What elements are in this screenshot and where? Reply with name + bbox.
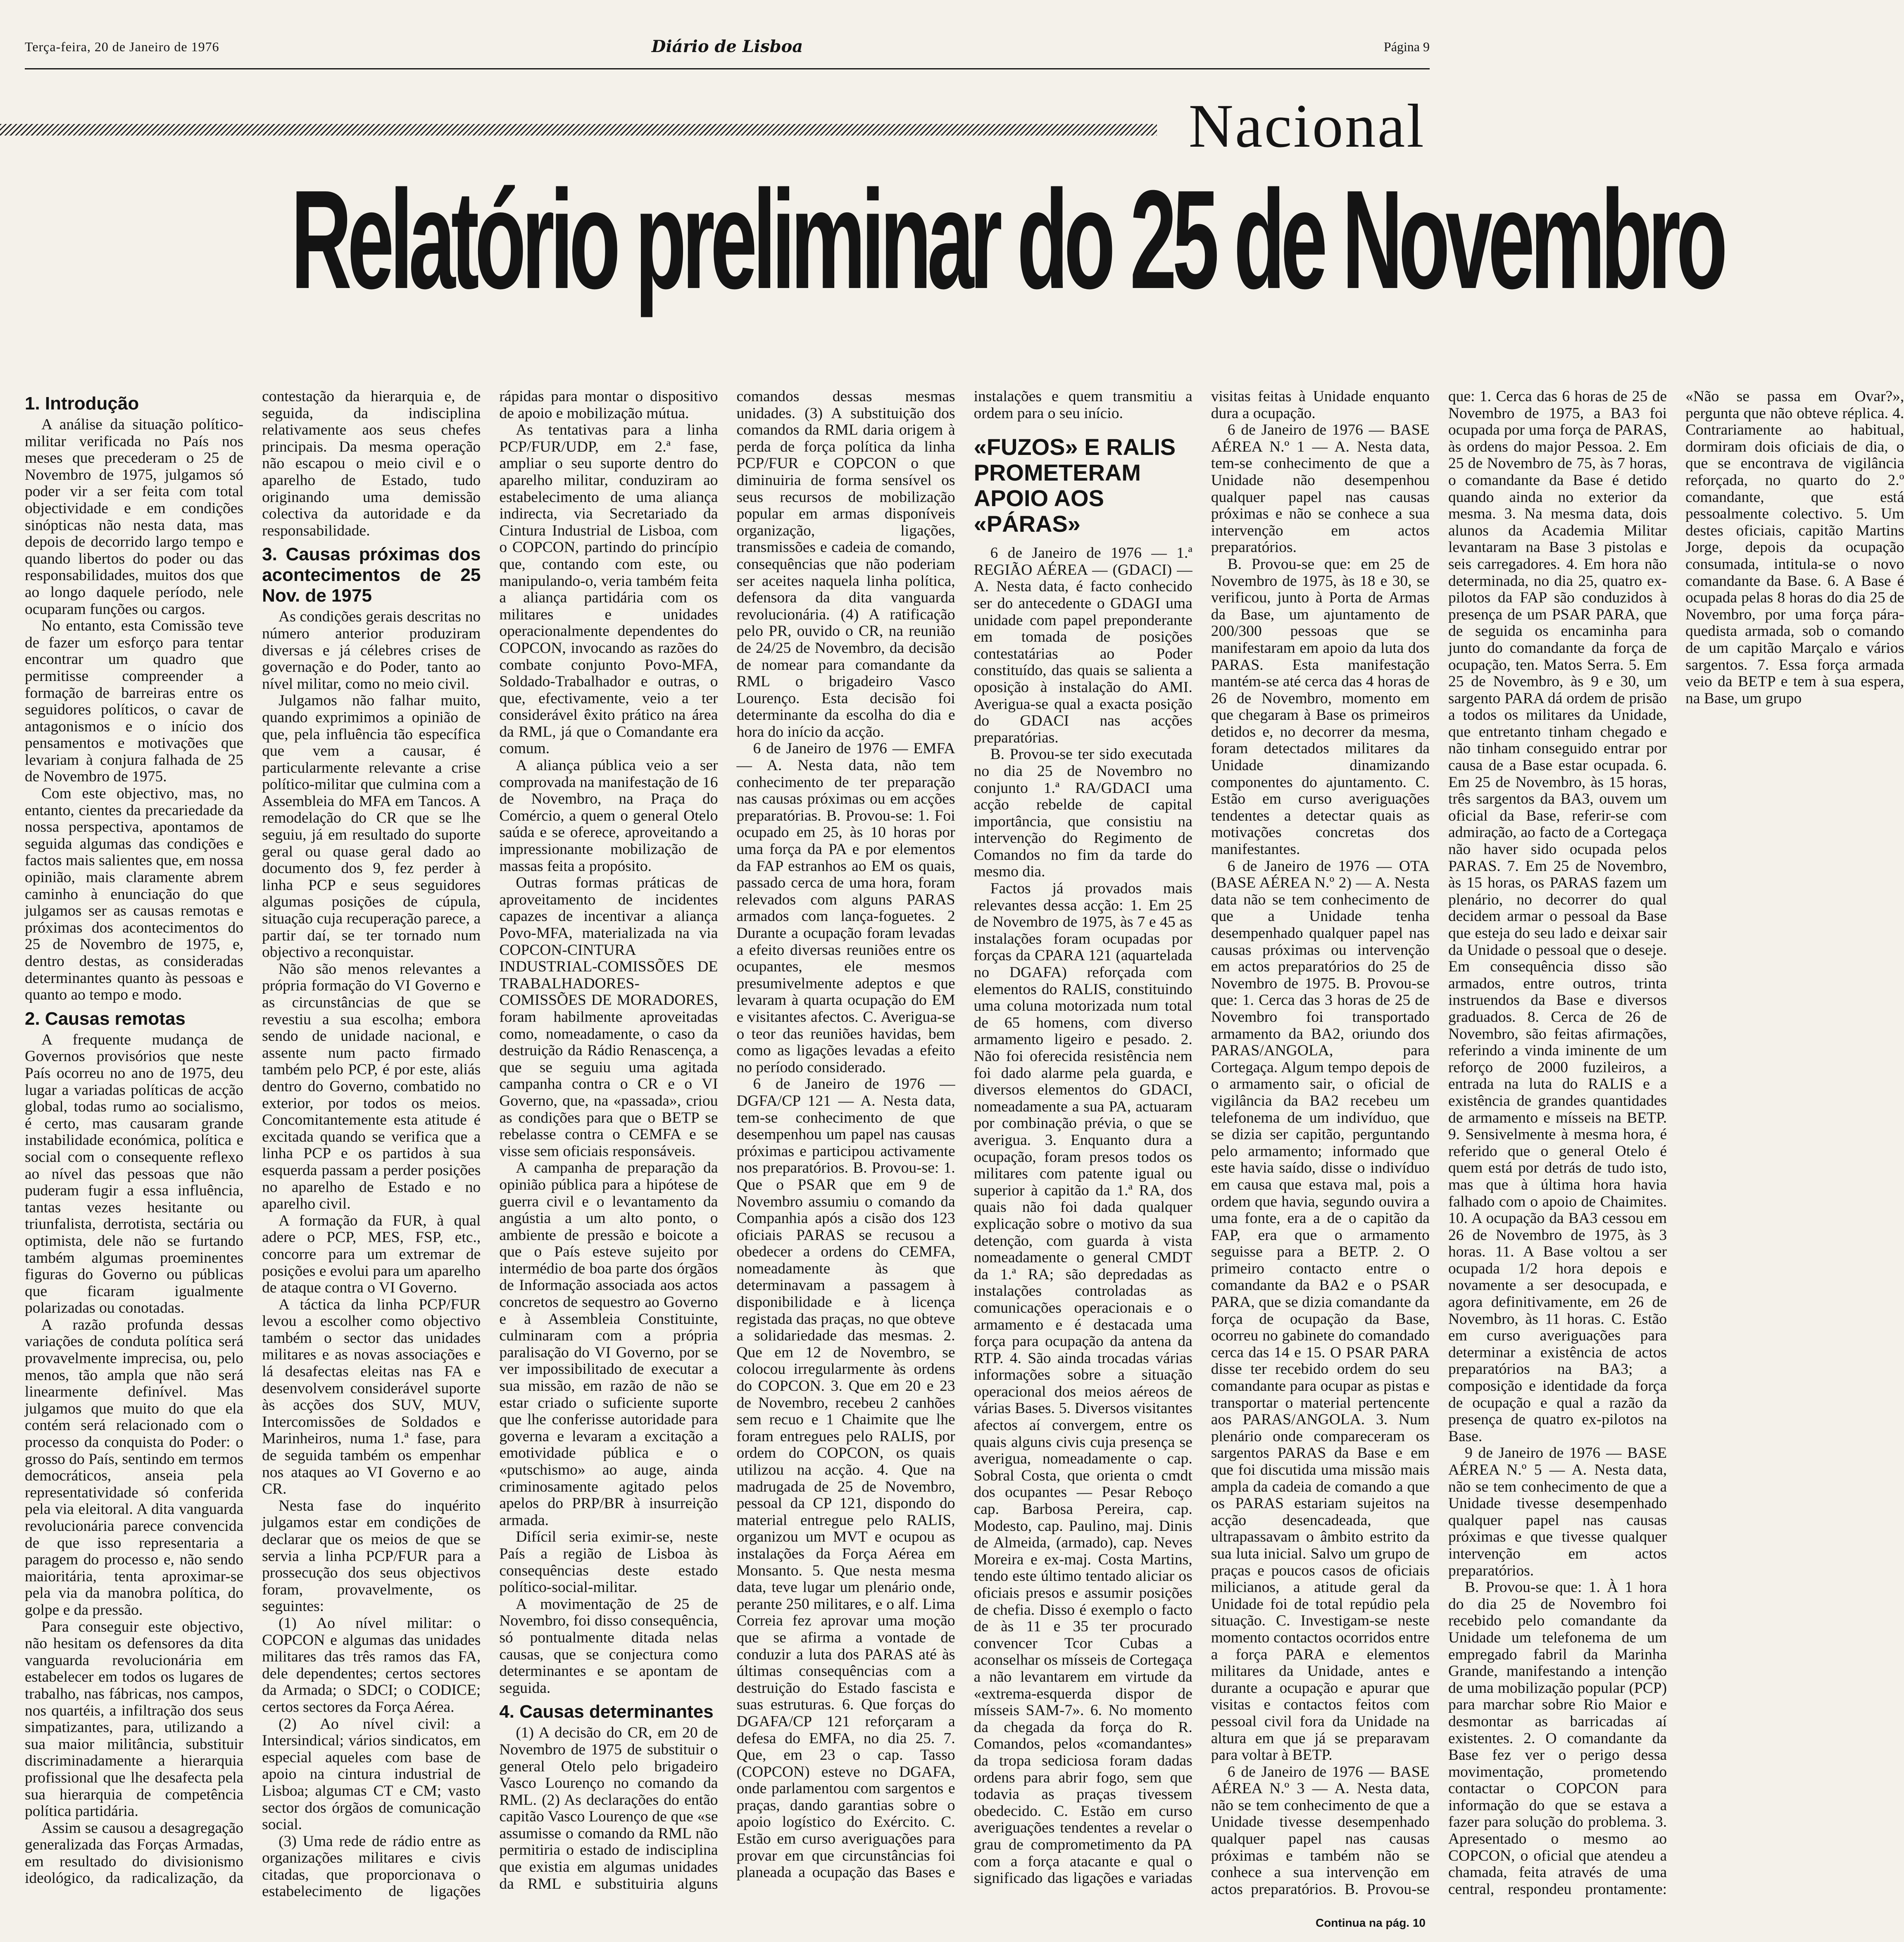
section-title: Nacional <box>1188 92 1426 160</box>
paragraph: A campanha de preparação da opinião pública para a hipótese de guerra civil e o levantamento da angústia a um alto ponto, o ambiente de pressão e boicote a que o País esteve sujeito por intermédio de boa parte dos órgãos de Informação associada aos actos concretos de sequestro ao Governo e à Assembleia Constituinte, culminaram com a própria paralisação do VI Governo, por se ver impossibilitado de executar a sua missão, em razão de não se estar criado o suficiente suporte que lhe conferisse autoridade para governa e levaram a excitação a emotividade pública e o «putschismo» ao auge, ainda criminosamente agitado pelos apelos do PRP/BR à insurreição armada. <box>499 1159 718 1529</box>
paragraph: A razão profunda dessas variações de conduta política será provavelmente imprecisa, ou, pelo menos, tão ampla que não será linearmente definível. Mas julgamos que muito do que ela contém será relacionado com o processo da conquista do Poder: o grosso do País, sentindo em termos democráticos, anseia pela representatividade só conferida pela via eleitoral. A dita vanguarda revolucionária parece convencida de que isso representaria a paragem do processo e, não sendo maioritária, tenta aproximar-se pela via da manobra política, do golpe e da pressão. <box>25 1316 244 1618</box>
paragraph: 6 de Janeiro de 1976 — BASE AÉREA N.º 1 — A. Nesta data, tem-se conhecimento de que a Unidade não desempenhou qualquer papel nas causas próximas e não se conhece a sua intervenção em actos preparatórios. <box>1211 421 1430 556</box>
paragraph: Factos já provados mais relevantes dessa acção: 1. Em 25 de Novembro de 1975, às 7 e 45 as instalações foram ocupadas por forças da CPARA 121 (aquartelada no DGAFA) reforçada com elementos do RALIS, constituindo uma coluna motorizada num total de 65 homens, com diverso armamento ligeiro e pesado. 2. Não foi oferecida resistência nem foi dado alarme pela guarda, e diversos elementos do GDACI, nomeadamente a sua PA, actuaram por combinação prévia, o que se averigua. 3. Enquanto dura a ocupação, foram presos todos os militares com patente igual ou superior à capitão da 1.ª RA, dos quais não foi dada qualquer explicação sobre o motivo da sua detenção, com guarda à vista nomeadamente o general CMDT da 1.ª RA; são depredadas as instalações controladas as comunicações operacionais e o armamento e é destacada uma força para ocupação da antena da RTP. 4. São ainda trocadas várias informações sobre a situação operacional dos meios aéreos de várias Bases. 5. Diversos visitantes afectos aí convergem, entre os quais alguns civis cuja presença se averigua, nomeadamente o cap. Sobral Costa, que orienta o cmdt dos ocupantes — Pesar Reboço cap. Barbosa Pereira, cap. Modesto, cap. Paulino, maj. Dinis de Almeida, (armado), cap. Neves Moreira e ex-maj. Costa Martins, tendo este último tentado aliciar os oficiais presos e assumir posições de chefia. Disso é exemplo o facto de às 11 e 35 ter procurado convencer Tcor Cubas a aconselhar os mísseis de Cortegaça a não levantarem em virtude da «extrema-esquerda dispor de mísseis SAM-7». 6. No momento da chegada da força do R. Comandos, pelos «comandantes» da tropa sediciosa foram dadas ordens para abrir fogo, sem que todavia as praças tivessem obedecido. C. Estão em curso averiguações tendentes a revelar o grau de comprometimento da PA com a força atacante e qual o significado das ligações e variadas visitas feitas à Unidade enquanto dura a ocupação. <box>973 388 1430 1887</box>
paragraph: As condições gerais descritas no número anterior produziram diversas e já célebres crises de governação e do Poder, tanto ao nível militar, como no meio civil. <box>262 608 481 693</box>
paragraph: Outras formas práticas de aproveitamento de incidentes capazes de incentivar a aliança Povo-MFA, materializada na via COPCON-CINTURA INDUSTRIAL-COMISSÕES DE TRABALHADORES-COMISSÕES DE MORADORES, foram habilmente aproveitadas como, nomeadamente, o caso da destruição da Rádio Renascença, a que se seguiu uma agitada campanha contra o CR e o VI Governo, que, na «passada», criou as condições para que o BETP se rebelasse contra o CEMFA e se visse sem oficiais responsáveis. <box>499 874 718 1160</box>
paragraph: Com este objectivo, mas, no entanto, cientes da precariedade da nossa perspectiva, apontamos de seguida algumas das condições e factos mais salientes que, em nossa opinião, mais claramente abrem caminho à enunciação do que julgamos ser as causas remotas e próximas dos acontecimentos do 25 de Novembro de 1975, e, dentro destas, as consideradas determinantes quanto às pessoas e quanto ao tempo e modo. <box>25 785 244 1004</box>
paragraph: 6 de Janeiro de 1976 — 1.ª REGIÃO AÉREA — (GDACI) — A. Nesta data, é facto conhecido ser do antecedente o GDAGI uma unidade com papel preponderante em tomada de posições contestatárias ao Poder constituído, das quais se salienta a oposição à instalação do AMI. Averigua-se qual a exacta posição do GDACI nas acções preparatórias. <box>973 545 1192 746</box>
continuation-note: Continua na pág. 10 <box>1315 1916 1426 1929</box>
paragraph: (1) Ao nível militar: o COPCON e algumas das unidades militares das três ramos das FA, dele dependentes; certos sectores da Armada; o SDCI; o CODICE; certos sectores da Força Aérea. <box>262 1614 481 1716</box>
masthead <box>25 39 1430 64</box>
paragraph: (1) A decisão do CR, em 20 de Novembro de 1975 de substituir o general Otelo pelo brigadeiro Vasco Lourenço no comando da RML. (2) As declarações do então capitão Vasco Lourenço de que «se assumisse o comando da RML não permitiria o estado de indisciplina que existia em algumas unidades da RML e substituiria alguns comandos dessas mesmas unidades. (3) A substituição dos comandos da RML daria origem à perda de força política da linha PCP/FUR e COPCON o que diminuiria de forma sensível os seus recursos de mobilização popular em armas disponíveis organização, ligações, transmissões e cadeia de comando, consequências que não poderiam ser aceites naquela linha política, defensora da dita vanguarda revolucionária. (4) A ratificação pelo PR, ouvido o CR, na reunião de 24/25 de Novembro, da decisão de nomear para comandante da RML o brigadeiro Vasco Lourenço. Esta decisão foi determinante da escolha do dia e hora do início da acção. <box>499 388 955 1892</box>
paragraph: A táctica da linha PCP/FUR levou a escolher como objectivo também o sector das unidades militares e as novas associações e lá desafectas eleitas nas FA e desenvolvem considerável suporte às acções dos SUV, MUV, Intercomissões de Soldados e Marinheiros, numa 1.ª fase, para de seguida também os empenhar nos ataques ao VI Governo e ao CR. <box>262 1296 481 1498</box>
paragraph: 9 de Janeiro de 1976 — BASE AÉREA N.º 5 — A. Nesta data, não se tem conhecimento de que a Unidade tivesse desempenhado qualquer papel nas causas próximas e que tivesse qualquer intervenção em actos preparatórios. <box>1448 1445 1667 1579</box>
paragraph: 6 de Janeiro de 1976 — OTA (BASE AÉREA N.º 2) — A. Nesta data não se tem conhecimento de que a Unidade tenha desempenhado qualquer papel nas causas próximas ou intervenção em actos preparatórios do 25 de Novembro de 1975. B. Provou-se que: 1. Cerca das 3 horas de 25 de Novembro foi transportado armamento da BA2, oriundo dos PARAS/ANGOLA, para Cortegaça. Algum tempo depois de o armamento sair, o oficial de vigilância da BA2 recebeu um telefonema de um indivíduo, que se dizia ser capitão, perguntando pelo armamento; informado que este havia saído, disse o indivíduo em causa que estava mal, pois a ordem que havia, segundo ouvira a uma fonte, era a de o capitão da FAP, era que o armamento seguisse para a BETP. 2. O primeiro contacto entre o comandante da BA2 e o PSAR PARA, que se dizia comandante da força de ocupação da Base, ocorreu no gabinete do comandado cerca das 14 e 15. O PSAR PARA disse ter recebido ordem do seu comandante para ocupar as pistas e transportar o material pertencente aos PARAS/ANGOLA. 3. Num plenário onde compareceram os sargentos PARAS da Base e em que foi discutida uma missão mais ampla da cadeia de comando a que os PARAS estariam sujeitos na acção desencadeada, que ultrapassavam o âmbito estrito da sua luta inicial. Salvo um grupo de praças e poucos casos de oficiais milicianos, a atitude geral da Unidade foi de total repúdio pela situação. C. Investigam-se neste momento contactos ocorridos entre a força PARA e elementos militares da Unidade, antes e durante a ocupação e apurar que visitas e contactos feitos com pessoal civil fora da Unidade na altura em que já se preparavam para voltar à BETP. <box>1211 857 1430 1764</box>
headline: Relatório preliminar do 25 de Novembro <box>291 161 1723 318</box>
section-hatch-bar <box>0 124 1157 136</box>
subheading: 3. Causas próximas dos acontecimentos de 25 Nov. de 1975 <box>262 544 481 606</box>
issue-date: Terça-feira, 20 de Janeiro de 1976 <box>25 39 219 54</box>
paragraph: No entanto, esta Comissão teve de fazer um esforço para tentar encontrar um quadro que permitisse compreender a formação de barreiras entre os seguidores políticos, o cavar de antagonismos e o início dos pensamentos e motivações que levariam à conjura falhada de 25 de Novembro de 1975. <box>25 617 244 785</box>
subheading: 1. Introdução <box>25 393 139 414</box>
paragraph: 6 de Janeiro de 1976 — EMFA — A. Nesta data, não tem conhecimento de ter preparação nas causas próximas ou em acções preparatórias. B. Provou-se: 1. Foi ocupado em 25, às 10 horas por uma força da PA e por elementos da FAP estranhos ao EM os quais, passado cerca de uma hora, foram relevados com alguns PARAS armados com lança-foguetes. 2 Durante a ocupação foram levadas a efeito diversas reuniões entre os ocupantes, ele mesmos presumivelmente adeptos e que levaram à quarta ocupação do EM e visitantes afectos. C. Averigua-se o teor das reuniões havidas, bem como as ligações levadas a efeito no período considerado. <box>736 740 955 1076</box>
paragraph: As tentativas para a linha PCP/FUR/UDP, em 2.ª fase, ampliar o seu suporte dentro do aparelho militar, conduziram ao estabelecimento de uma aliança indirecta, via Secretariado da Cintura Industrial de Lisboa, com o COPCON, partindo do princípio que, contando com este, ou manipulando-o, veria também feita a aliança partidária com os militares e unidades operacionalmente dependentes do COPCON, invocando as razões do combate conjunto Povo-MFA, Soldado-Trabalhador e outras, o que, efectivamente, veio a ter considerável êxito prático na área da RML, já que o Comandante era comum. <box>499 421 718 757</box>
paragraph: B. Provou-se ter sido executada no dia 25 de Novembro no conjunto 1.ª RA/GDACI uma acção rebelde de capital importância, que consistiu na intervenção do Regimento de Comandos no fim da tarde do mesmo dia. <box>973 746 1192 881</box>
subheading: 2. Causas remotas <box>25 1008 186 1029</box>
paragraph: A formação da FUR, à qual adere o PCP, MES, FSP, etc., concorre para um extremar de posições e evolui para um aparelho de ataque contra o VI Governo. <box>262 1212 481 1297</box>
paragraph: A análise da situação político-militar verificada no País nos meses que precederam o 25 de Novembro de 1975, julgamos só poder vir a ser feita com total objectividade e em condições sinópticas não nesta data, mas depois de decorrido largo tempo e quando libertos do poder ou das responsabilidades, muitos dos que ao longo daquele período, nele ocuparam funções ou cargos. <box>25 416 244 618</box>
page-number: Página 9 <box>1383 39 1430 54</box>
paragraph: B. Provou-se que: 1. À 1 hora do dia 25 de Novembro foi recebido pelo comandante da Unidade um telefonema de um empregado fabril da Marinha Grande, manifestando a intenção de uma mobilização popular (PCP) para marchar sobre Rio Maior e desmontar as barricadas aí existentes. 2. O comandante da Base fez ver o perigo dessa movimentação, prometendo contactar o COPCON para informação do que se estava a fazer para solução do problema. 3. Apresentado o mesmo ao COPCON, o oficial que atendeu a chamada, feita através de uma central, respondeu prontamente: «Não se passa em Ovar?», pergunta que não obteve réplica. 4. Contrariamente ao habitual, dormiram dois oficiais de dia, o que se encontrava de vigilância reforçada, no quarto do 2.º comandante, que está pessoalmente colectivo. 5. Um destes oficiais, capitão Martins Jorge, depois da ocupação consumada, intitula-se o novo comandante da Base. 6. A Base é ocupada pelas 8 horas do dia 25 de Novembro, por uma força pára-quedista armada, sob o comando de um capitão Marçalo e vários sargentos. 7. Essa força armada veio da BETP e tem à sua espera, na Base, um grupo <box>1448 388 1904 1898</box>
paragraph: Assim se causou a desagregação generalizada das Forças Armadas, em resultado do divisionismo ideológico, da radicalização, da contestação da hierarquia e, de seguida, da indisciplina relativamente aos seus chefes principais. Da mesma operação não escapou o meio civil e o aparelho de Estado, tudo originando uma demissão colectiva da autoridade e da responsabilidade. <box>25 388 481 1887</box>
paragraph: 6 de Janeiro de 1976 — DGFA/CP 121 — A. Nesta data, tem-se conhecimento de que desempenhou um papel nas causas próximas e participou activamente nos preparatórios. B. Provou-se: 1. Que o PSAR que em 9 de Novembro assumiu o comando da Companhia após a cisão dos 123 oficiais PARAS se recusou a obedecer a ordens do CEMFA, nomeadamente às que determinavam a passagem à disponibilidade e à licença registada das praças, no que obteve a solidariedade das mesmas. 2. Que em 12 de Novembro, se colocou irregularmente às ordens do COPCON. 3. Que em 20 e 23 de Novembro, recebeu 2 canhões sem recuo e 1 Chaimite que lhe foram entregues pelo RALIS, por ordem do COPCON, os quais utilizou na acção. 4. Que na madrugada de 25 de Novembro, pessoal da CP 121, dispondo do material entregue pelo RALIS, organizou um MVT e ocupou as instalações da Força Aérea em Monsanto. 5. Que nesta mesma data, teve lugar um plenário onde, perante 250 militares, e o alf. Lima Correia fez aprovar uma moção que se afirma a vontade de conduzir a luta dos PARAS até às últimas consequências com a destruição do Estado fascista e suas estruturas. 6. Que forças do DGAFA/CP 121 reforçaram a defesa do EMFA, no dia 25. 7. Que, em 23 o cap. Tasso (COPCON) esteve no DGAFA, onde parlamentou com sargentos e praças, dando garantias sobre o apoio logístico do Exército. C. Estão em curso averiguações para provar em que circunstâncias foi planeada a ocupação das Bases e instalações e quem transmitiu a ordem para o seu início. <box>736 388 1192 1881</box>
paragraph: B. Provou-se que: em 25 de Novembro de 1975, às 18 e 30, se verificou, junto à Porta de Armas da Base, um ajuntamento de 200/300 pessoas que se manifestaram em apoio da luta dos PARAS. Esta manifestação mantém-se até cerca das 4 horas de 26 de Novembro, momento em que chegaram à Base os primeiros detidos e, no decorrer da mesma, foram detectados militares da Unidade dinamizando componentes do ajuntamento. C. Estão em curso averiguações tendentes a detectar quais as motivações concretas dos manifestantes. <box>1211 555 1430 858</box>
article-body <box>25 388 1904 1901</box>
paragraph: A aliança pública veio a ser comprovada na manifestação de 16 de Novembro, na Praça do Comércio, a quem o general Otelo saúda e se oferece, aproveitando a impressionante mobilização de massas feita a propósito. <box>499 757 718 875</box>
paragraph: (3) Uma rede de rádio entre as organizações militares e civis citadas, que proporcionava o estabelecimento de ligações rápidas para montar o dispositivo de apoio e mobilização mútua. <box>262 388 718 1900</box>
paragraph: Para conseguir este objectivo, não hesitam os defensores da dita vanguarda revolucionária em estabelecer em todos os lugares de trabalho, nas fábricas, nos campos, nos quartéis, a infiltração dos seus simpatizantes, para, utilizando a sua maior militância, substituir discriminadamente a hierarquia profissional que lhe desafecta pela sua hierarquia de competência política partidária. <box>25 1618 244 1820</box>
inset-headline: «FUZOS» E RALIS PROMETERAM APOIO AOS «PÁRAS» <box>973 434 1176 537</box>
masthead-rule <box>25 68 1430 69</box>
paragraph: A frequente mudança de Governos provisórios que neste País ocorreu no ano de 1975, deu lugar a variadas políticas de acção global, todas rumo ao socialismo, é certo, mas causaram grande instabilidade económica, política e social com o consequente reflexo ao nível das pessoas que não puderam fugir a essa influência, tantas vezes hesitante ou triunfalista, derrotista, sectária ou optimista, dele não se furtando também algumas proeminentes figuras do Governo ou públicas que ficaram igualmente polarizadas ou conotadas. <box>25 1031 244 1317</box>
paragraph: A movimentação de 25 de Novembro, foi disso consequência, só pontualmente ditada nelas causas, que se conjectura como determinantes e se apontam de seguida. <box>499 1595 718 1697</box>
paragraph: 6 de Janeiro de 1976 — BASE AÉREA N.º 3 — A. Nesta data, não se tem conhecimento de que a Unidade tivesse desempenhado qualquer papel nas causas próximas e também não se conhece a sua intervenção em actos preparatórios. B. Provou-se que: 1. Cerca das 6 horas de 25 de Novembro de 1975, a BA3 foi ocupada por uma força de PARAS, às ordens do major Pessoa. 2. Em 25 de Novembro de 75, às 7 horas, o comandante da Base é detido quando ainda no exterior da mesma. 3. Na mesma data, dois alunos da Academia Militar levantaram na Base 3 pistolas e seis carregadores. 4. Em hora não determinada, no dia 25, quatro ex-pilotos da FAP são conduzidos à presença de um PSAR PARA, que de seguida os encaminha para junto do comandante da força de ocupação, ten. Matos Serra. 5. Em 25 de Novembro, às 9 e 30, um sargento PARA dá ordem de prisão a todos os militares da Unidade, que entretanto tinham chegado e não tinham conseguido entrar por causa de a Base estar ocupada. 6. Em 25 de Novembro, às 15 horas, três sargentos da BA3, ouvem um oficial da Base, referir-se com admiração, ao facto de a Cortegaça não haver sido ocupada pelos PARAS. 7. Em 25 de Novembro, às 15 horas, os PARAS fazem um plenário, no decorrer do qual decidem armar o pessoal da Base que esteja do seu lado e deixar sair da Unidade o pessoal que o deseje. Em consequência disso são armados, entre outros, trinta instruendos da Base e diversos graduados. 8. Cerca de 26 de Novembro, são feitas afirmações, referindo a vinda iminente de um reforço de 2000 fuzileiros, a entrada na luta do RALIS e a existência de grandes quantidades de armamento e mísseis na BETP. 9. Sensivelmente à mesma hora, é referido que o general Otelo é quem está por detrás de tudo isto, mas que à última hora havia falhado com o apoio de Chaimites. 10. A ocupação da BA3 cessou em 26 de Novembro de 1975, às 3 horas. 11. A Base voltou a ser ocupada 1/2 hora depois e novamente a ser desocupada, e agora definitivamente, em 26 de Novembro, às 11 horas. C. Estão em curso averiguações para determinar a existência de actos preparatórios na BA3; a composição e identidade da força de ocupação e qual a razão da presença de quatro ex-pilotos na Base. <box>1211 388 1667 1898</box>
paragraph: Difícil seria eximir-se, neste País a região de Lisboa às consequências deste estado político-social-militar. <box>499 1528 718 1596</box>
newspaper-title: Diário de Lisboa <box>651 37 803 56</box>
paragraph: Nesta fase do inquérito julgamos estar em condições de declarar que os meios de que se servia a linha PCP/FUR para a prossecução dos seus objectivos foram, provavelmente, os seguintes: <box>262 1497 481 1615</box>
paragraph: Não são menos relevantes a própria formação do VI Governo e as circunstâncias de que se revestiu a sua escolha; embora sendo de unidade nacional, e assente num pacto firmado também pelo PCP, é por este, aliás dentro do Governo, combatido no exterior, por todos os meios. Concomitantemente esta atitude é excitada quando se verifica que a linha PCP e os partidos à sua esquerda passam a perder posições no aparelho de Estado e no aparelho civil. <box>262 960 481 1213</box>
paragraph: Julgamos não falhar muito, quando exprimimos a opinião de que, pela influência tão específica que vem a causar, é particularmente relevante a crise político-militar que culmina com a Assembleia do MFA em Tancos. A remodelação do CR que se lhe seguiu, já em resultado do suporte geral ou quase geral dado ao documento dos 9, fez perder à linha PCP e seus seguidores algumas posições de cúpula, situação cuja recuperação parece, a partir daí, se ter tornado num objectivo a reconquistar. <box>262 692 481 961</box>
paragraph: (2) Ao nível civil: a Intersindical; vários sindicatos, em especial aqueles com base de apoio na cintura industrial de Lisboa; algumas CT e CM; vasto sector dos órgãos de comunicação social. <box>262 1715 481 1833</box>
subheading: 4. Causas determinantes <box>499 1702 714 1722</box>
